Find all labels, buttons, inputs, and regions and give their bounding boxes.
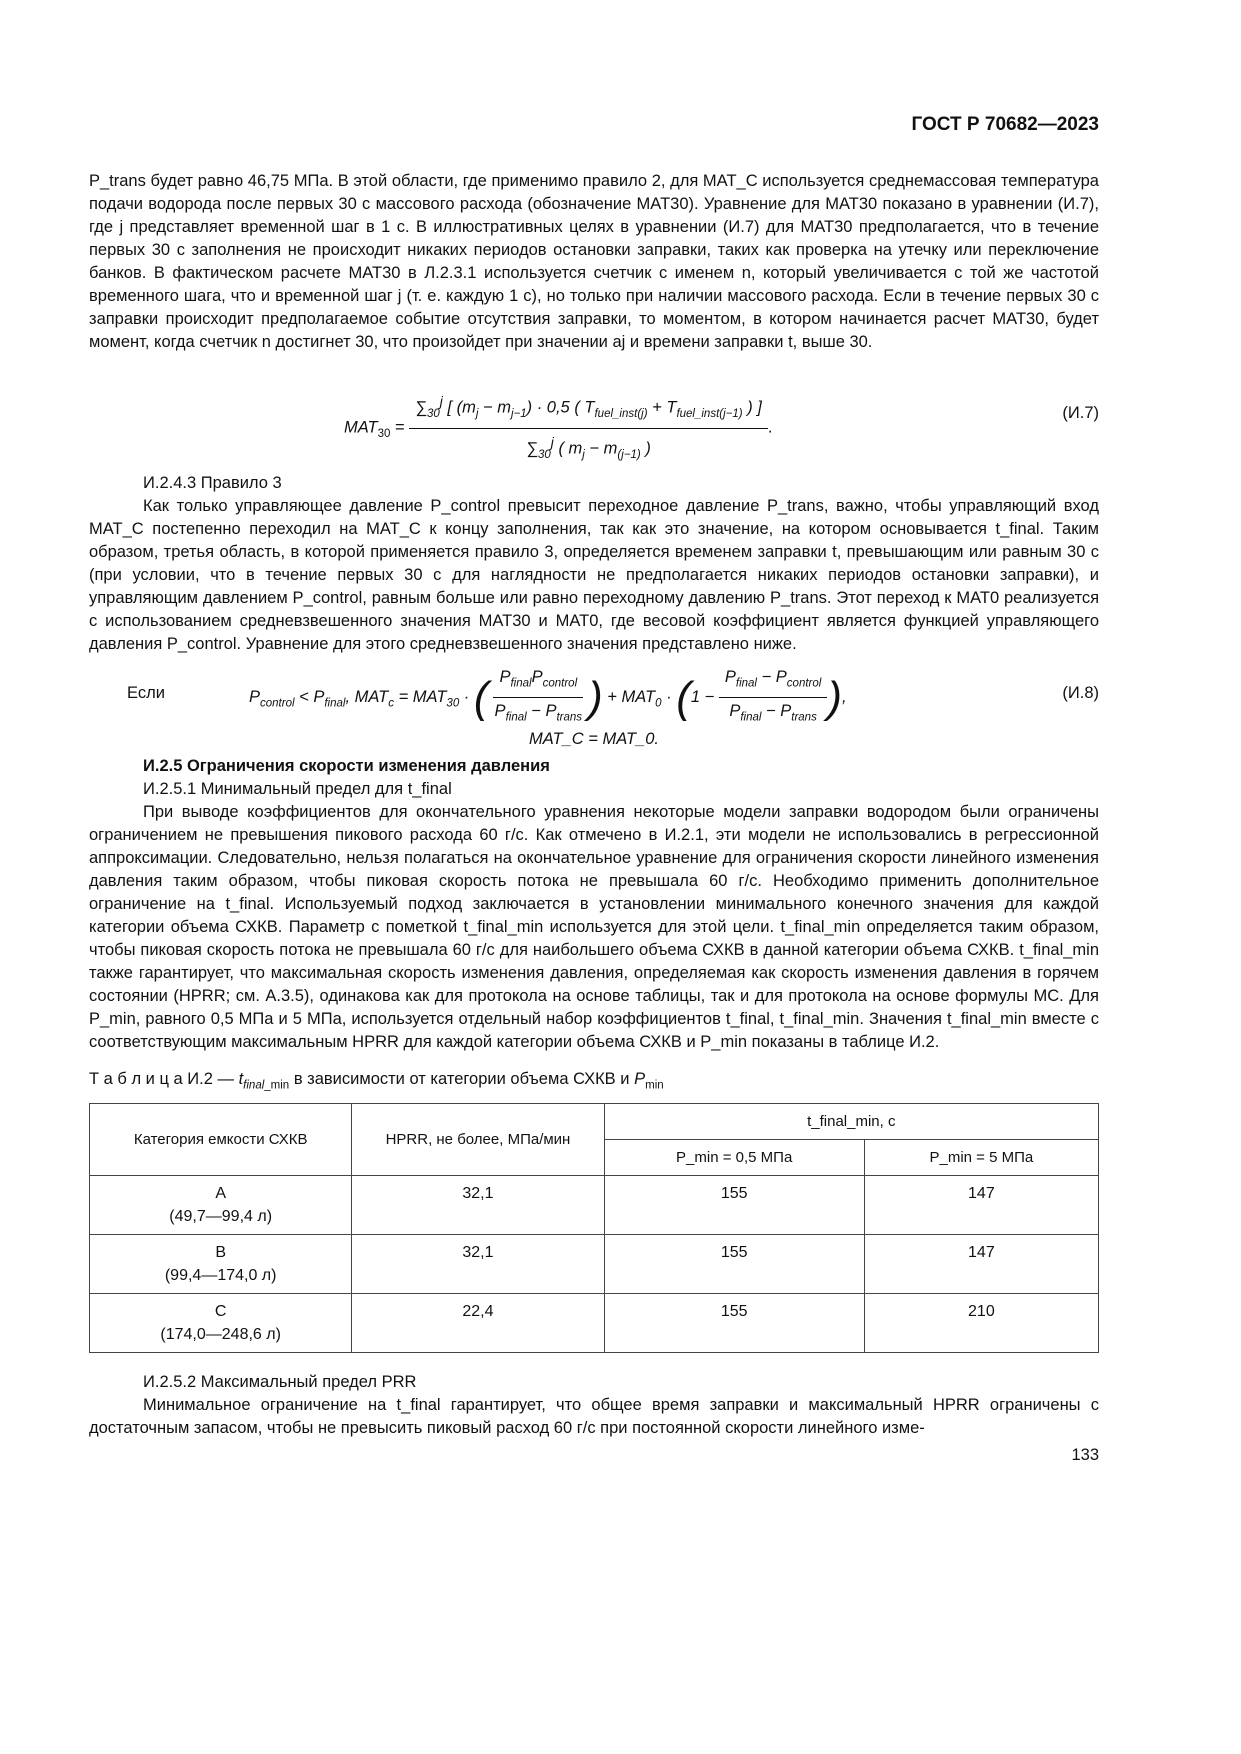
section-heading: И.2.5 Ограничения скорости изменения давления <box>143 757 550 775</box>
equation-i8 <box>89 662 1099 726</box>
equation-i8-body: $P_{control} < P_{final}$, $MAT_c = MAT_{30}$ · ( $\frac{P_{final}P_{control}}{P_{final} - P_{trans}}$ ) + $MAT_0 \cdot (1$ − $\frac{P_{final} - P_{control}}{P_{final} - P_{trans}}$ ), <box>249 668 847 724</box>
table-row: B (99,4—174,0 л) 32,1 155 147 <box>90 1235 1099 1294</box>
table-row: A (49,7—99,4 л) 32,1 155 147 <box>90 1176 1099 1235</box>
paragraph-1: P_trans будет равно 46,75 МПа. В этой области, где применимо правило 2, для MAT_C используется среднемассовая температура подачи водорода после первых 30 с массового расхода (обозначение MAT30). Уравнение для MAT30 показано в уравнении (И.7), где j представляет временной шаг в 1 с. В иллюстративных целях в уравнении (И.7) для MAT30 предполагается, что в течение первых 30 с заполнения не происходит никаких периодов остановки заправки, таких как проверка на утечку или переключение банков. В фактическом расчете MAT30 в Л.2.3.1 используется счетчик с именем n, который увеличивается с той же частотой временного шага, что и временной шаг j (т. е. каждую 1 с), но только при наличии массового расхода. Если в течение первых 30 с заправки происходит предполагаемое событие отсутствия заправки, то моментом, в котором начинается расчет MAT30, будет момент, когда счетчик n достигнет 30, что произойдет при значении aj и времени заправки t, выше 30. <box>89 172 1099 351</box>
data-table <box>89 1103 1099 1353</box>
page-number: 133 <box>1071 1446 1099 1465</box>
paragraph-2: Как только управляющее давление P_control превысит переходное давление P_trans, важно, чтобы управляющий вход MAT_C постепенно переходил на MAT_C к концу заполнения, так как это значение, на котором основывается t_final. Таким образом, третья область, в которой применяется правило 3, определяется временем заправки t, превышающим или равным 30 с (при условии, что в течение первых 30 с для наглядности не предполагается никаких периодов остановки заправки), и управляющим давлением P_control, равным больше или равно переходному давлению P_trans. Этот переход к MAT0 реализуется с использованием средневзвешенного значения MAT30 и MAT0, где весовой коэффициент является функцией управляющего давления P_control. Уравнение для этого средневзвешенного значения представлено ниже. <box>89 497 1099 653</box>
subsection-2-heading: И.2.5.2 Максимальный предел PRR <box>143 1373 417 1392</box>
equation-i8-if: Если <box>127 684 165 702</box>
rule3-heading: И.2.4.3 Правило 3 <box>143 474 282 492</box>
table-caption: Т а б л и ц а И.2 — $t_{final\_min}$ в зависимости от категории объема СХКВ и $P_{min}$ <box>89 1070 664 1092</box>
equation-i8-else: MAT_C = MAT_0. <box>528 730 660 748</box>
document-body <box>89 170 1099 1467</box>
header-p05: P_min = 0,5 МПа <box>604 1140 864 1176</box>
page-header: ГОСТ Р 70682—2023 <box>911 114 1099 135</box>
header-p5: P_min = 5 МПа <box>864 1140 1098 1176</box>
equation-i8-number: (И.8) <box>1062 684 1099 702</box>
equation-i7-number: (И.7) <box>1062 404 1099 422</box>
equation-i7 <box>89 362 1099 462</box>
header-tfinal: t_final_min, с <box>604 1104 1098 1140</box>
paragraph-3: При выводе коэффициентов для окончательного уравнения некоторые модели заправки водородом были ограничены ограничением не превышения пикового расхода 60 г/с. Как отмечено в И.2.1, эти модели не использовались в регрессионной аппроксимации. Следовательно, нельзя полагаться на окончательное уравнение для ограничения скорости линейного изменения давления таким образом, чтобы пиковая скорость потока не превышала 60 г/с. Необходимо применить дополнительное ограничение на t_final. Используемый подход заключается в установлении минимального конечного значения для каждой категории объема СХКВ. Параметр с пометкой t_final_min используется для этой цели. t_final_min определяется таким образом, чтобы пиковая скорость потока не превышала 60 г/с для наибольшего объема СХКВ в данной категории объема СХКВ. t_final_min также гарантирует, что максимальная скорость изменения давления, определяемая как скорость изменения давления в горячем состоянии (HPRR; см. А.3.5), одинакова как для протокола на основе таблицы, так и для протокола на основе формулы МС. Для P_min, равного 0,5 МПа и 5 МПа, используется отдельный набор коэффициентов t_final, t_final_min. Значения t_final_min вместе с соответствующим максимальным HPRR для каждой категории объема СХКВ и P_min показаны в таблице И.2. <box>89 803 1099 1051</box>
header-hprr: HPRR, не более, МПа/мин <box>352 1104 604 1176</box>
table-row: C (174,0—248,6 л) 22,4 155 210 <box>90 1294 1099 1353</box>
equation-i7-body: $MAT_{30}$ = $\sum_{30}^j$ [ $(m_j - m_{j-1}) \cdot 0,5$ ( $T_{fuel\_inst(j)} + T_{fuel\_inst(j-1)}$ ) ] $\sum_{30}^j$ ( $m_j - m_{(j-1)}$ ) . <box>344 390 772 467</box>
paragraph-4: Минимальное ограничение на t_final гарантирует, что общее время заправки и максимальный HPRR ограничены с достаточным запасом, чтобы не превысить пиковый расход 60 г/с при постоянной скорости линейного изме- <box>89 1396 1099 1438</box>
header-category: Категория емкости СХКВ <box>90 1104 352 1176</box>
subsection-1-heading: И.2.5.1 Минимальный предел для t_final <box>143 780 452 798</box>
